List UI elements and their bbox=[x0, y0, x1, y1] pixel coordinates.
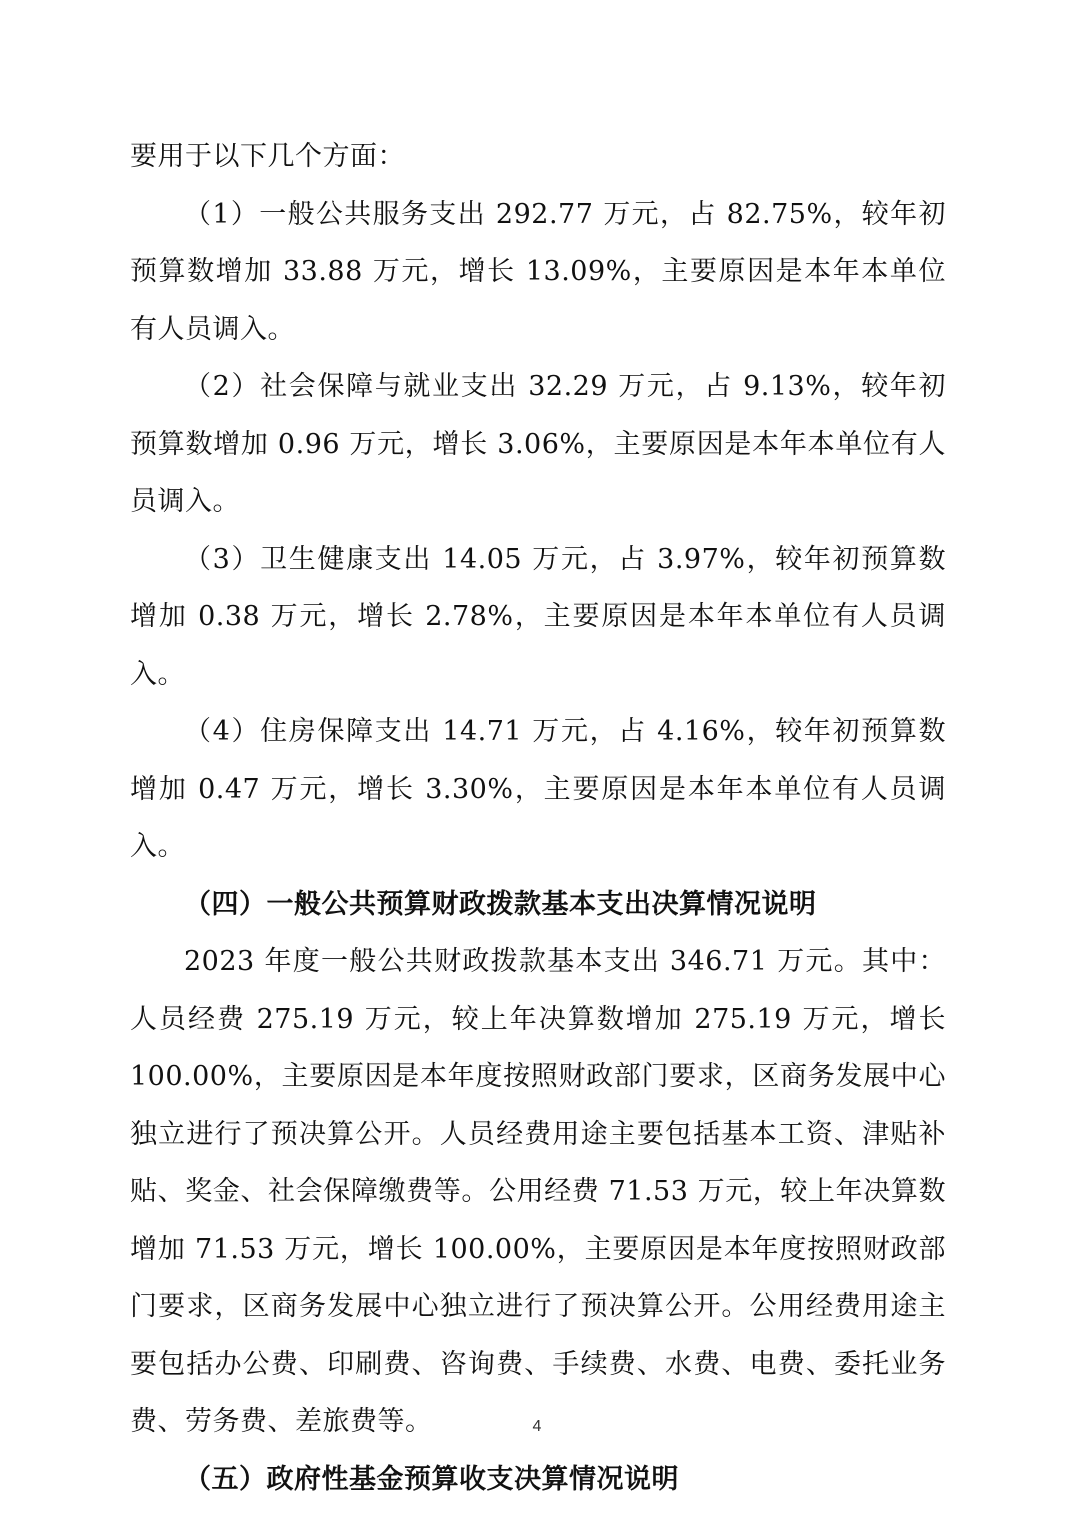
page-number: 4 bbox=[532, 1418, 542, 1435]
section-four-body: 2023 年度一般公共财政拨款基本支出 346.71 万元。其中：人员经费 275.19 万元，较上年决算数增加 275.19 万元，增长 100.00%，主要原因是本年度按照财政部门要求，区商务发展中心独立进行了预决算公开。人员经费用途主要包括基本工资、津贴补贴、奖金、社会保障缴费等。公用经费 71.53 万元，较上年决算数增加 71.53 万元，增长 100.00%，主要原因是本年度按照财政部门要求，区商务发展中心独立进行了预决算公开。公用经费用途主要包括办公费、印刷费、咨询费、手续费、水费、电费、委托业务费、劳务费、差旅费等。 bbox=[130, 946, 946, 1437]
list-item-housing: （4）住房保障支出 14.71 万元，占 4.16%，较年初预算数增加 0.47 万元，增长 3.30%，主要原因是本年本单位有人员调入。 bbox=[130, 716, 946, 862]
section-heading-four: （四）一般公共预算财政拨款基本支出决算情况说明 bbox=[184, 888, 817, 920]
lead-line: 要用于以下几个方面： bbox=[130, 141, 405, 172]
document-body bbox=[130, 128, 946, 1508]
list-item-health: （3）卫生健康支出 14.05 万元，占 3.97%，较年初预算数增加 0.38 万元，增长 2.78%，主要原因是本年本单位有人员调入。 bbox=[130, 543, 946, 690]
section-heading-five: （五）政府性基金预算收支决算情况说明 bbox=[184, 1463, 679, 1495]
list-item-social-security: （2）社会保障与就业支出 32.29 万元，占 9.13%，较年初预算数增加 0.96 万元，增长 3.06%，主要原因是本年本单位有人员调入。 bbox=[130, 371, 946, 517]
list-item-general-public-services: （1）一般公共服务支出 292.77 万元，占 82.75%，较年初预算数增加 33.88 万元，增长 13.09%，主要原因是本年本单位有人员调入。 bbox=[130, 198, 946, 345]
